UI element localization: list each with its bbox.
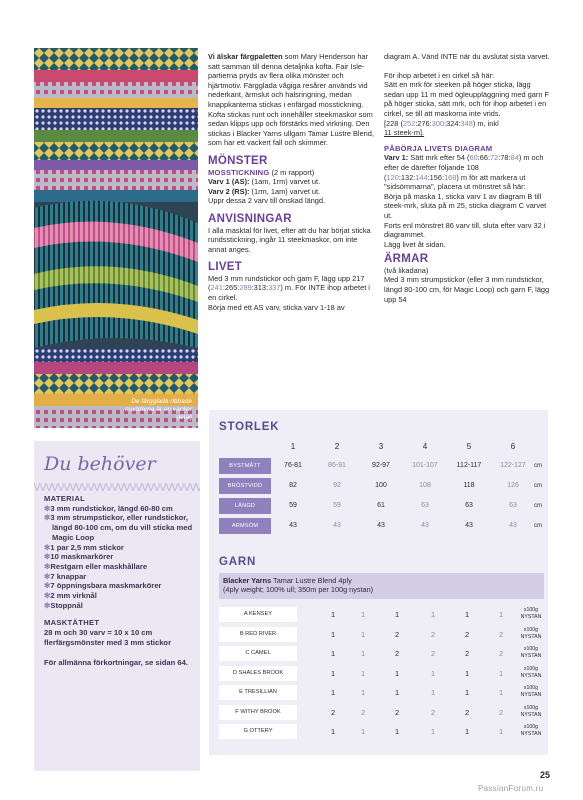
bullet-icon: ✻: [44, 600, 51, 610]
diagram-a-text: diagram A. Vänd INTE när du avslutat sista varvet.: [384, 52, 550, 61]
livet-line2: ) m. För INTE ihop arbetet i en cirkel.: [208, 283, 370, 303]
yarn-quantity: 2: [498, 707, 504, 717]
yarn-quantity: 1: [330, 649, 336, 658]
material-item-text: 1 par 2,5 mm stickor: [50, 542, 124, 552]
yarn-quantity: 2: [360, 707, 366, 717]
yarn-quantity: 2: [394, 649, 400, 658]
knit-stitch: [124, 483, 130, 491]
size-value: 63: [465, 502, 473, 509]
yarn-quantity: 2: [394, 629, 400, 639]
yarn-unit-weight: x100g: [523, 685, 539, 691]
photo-caption: De färgglada ribbade muddarna är en vacker detalj: [125, 398, 192, 421]
material-item: [44, 581, 194, 591]
size-value: 43: [509, 522, 517, 529]
size-table-row: [219, 478, 544, 494]
marker-s1: :66:: [477, 153, 491, 163]
stitch-count-n1: 252: [402, 118, 416, 128]
yarn-unit-weight: x100g: [523, 704, 539, 711]
marker-n1: 60: [469, 153, 478, 163]
material-item: [44, 601, 194, 611]
fair-isle-sweater-image: [34, 48, 198, 428]
intro-text: som Mary Henderson har satt samman till denna detaljrika kofta. Fair Isle-partierna pryds av flera olika mönster och hjärtmotiv. Färgglada vågiga resårer används vid nederkant, ärmslut och halsringning, medan knappkanterna stickas i enfärgad mosstickning. Kofta stickas runt och innehåller steekmaskor som sedan klipps upp och förstärks med virkning. Den stickas i Blacker Yarns ullgarn Tamar Lustre Blend, som har ett vackert fall och skimmer.: [208, 52, 374, 148]
size-value: 43: [333, 522, 341, 529]
yarn-quantity: 1: [464, 668, 470, 678]
yarn-quantity: 1: [498, 727, 504, 736]
knit-stitch: [130, 483, 136, 491]
yarn-unit: [511, 685, 551, 699]
yarn-product: Tamar Lustre Blend 4ply: [271, 576, 352, 585]
size-value: 100: [375, 482, 387, 489]
knit-stitch: [172, 483, 178, 491]
knit-stitch: [178, 483, 184, 491]
livet-sep2: :313:: [251, 283, 269, 293]
size-value: 59: [289, 502, 297, 509]
mosstickning-line: [208, 168, 376, 178]
yarn-quantity: 1: [394, 727, 400, 736]
yarn-brand: Blacker Yarns: [223, 576, 272, 585]
size-number: 2: [334, 442, 340, 451]
size-number: 5: [466, 442, 472, 451]
yarn-quantity: 2: [498, 629, 504, 639]
stitch-count-n2: 300: [431, 118, 445, 128]
yarn-quantity: 1: [330, 727, 336, 736]
yarn-unit-type: NYSTAN: [520, 731, 542, 737]
stitch-count-s1: :276:: [415, 118, 432, 128]
yarn-unit: [511, 666, 551, 680]
yarn-unit: [511, 705, 551, 719]
yarn-quantity: 2: [430, 707, 436, 717]
yarn-unit-weight: x100g: [523, 626, 539, 633]
size-value: 108: [419, 482, 431, 489]
size-number: 1: [290, 442, 296, 451]
size-value: 101-107: [412, 462, 438, 469]
size-yarn-tables: [209, 410, 548, 755]
panel-title: Du behöver: [44, 453, 156, 475]
size-value: 76-81: [284, 462, 302, 469]
size-value: 43: [377, 522, 385, 529]
bullet-icon: ✻: [44, 552, 51, 562]
varv2-line: [208, 187, 376, 197]
size-number: 4: [422, 442, 428, 451]
material-heading: MATERIAL: [44, 494, 86, 503]
yarn-unit: [511, 724, 551, 738]
marker-n5: 144: [415, 172, 428, 182]
yarn-quantity: 1: [360, 727, 366, 736]
knit-stitch: [64, 483, 70, 491]
knitwear-photo: [34, 48, 198, 428]
varv1-label-2: Varv 1:: [384, 153, 409, 163]
yarn-quantity: 2: [330, 707, 336, 717]
size-value: 43: [421, 522, 429, 529]
yarn-table-row: [219, 723, 544, 740]
yarn-quantity: 1: [330, 668, 336, 678]
materials-body: [44, 492, 194, 667]
yarn-quantity: 1: [430, 610, 436, 619]
livet-line1: Med 3 mm rundstickor och garn F, lägg upp 217 (: [208, 273, 365, 293]
storlek-heading: STORLEK: [219, 421, 280, 433]
size-value: 92: [333, 482, 341, 489]
size-value: 43: [289, 522, 297, 529]
varv1-text: (1am, 1rm) varvet ut.: [249, 177, 321, 187]
marker-n2: 72: [490, 153, 499, 163]
knit-stitch: [118, 483, 124, 491]
yarn-unit-type: NYSTAN: [520, 692, 542, 698]
knit-stitch: [166, 483, 172, 491]
garn-heading: GARN: [219, 556, 257, 568]
yarn-table-row: [219, 645, 544, 662]
varv1-label: Varv 1 (AS):: [208, 177, 250, 187]
anvisningar-heading: ANVISNINGAR: [208, 212, 292, 225]
size-value: 86-91: [328, 462, 346, 469]
yarn-unit-type: NYSTAN: [520, 711, 542, 718]
size-unit: cm: [534, 503, 542, 509]
yarn-table-row: [219, 606, 544, 623]
marker-s4: :156:: [427, 172, 445, 182]
yarn-quantity: 2: [498, 649, 504, 658]
yarn-quantity: 1: [360, 629, 366, 639]
yarn-quantity: 2: [430, 649, 436, 658]
material-item-text: Restgarn eller maskhållare: [50, 561, 148, 571]
yarn-quantity: 1: [360, 610, 366, 619]
yarn-quantity: 2: [464, 629, 470, 639]
yarn-unit-type: NYSTAN: [520, 633, 542, 640]
material-item: [44, 572, 194, 582]
marker-c: ) m för att markera ut "sidsömmarna", placera ut mönstret så här:: [384, 172, 526, 192]
material-item-text: 7 knappar: [50, 571, 87, 581]
knit-stitch: [136, 483, 142, 491]
yarn-quantity: 1: [464, 727, 470, 736]
material-item: [44, 504, 194, 514]
varv2-label: Varv 2 (RS):: [208, 186, 250, 196]
yarn-unit: [511, 646, 551, 660]
article-column-2: [384, 52, 552, 304]
armar-heading: ÄRMAR: [384, 253, 429, 266]
size-number: 3: [378, 442, 384, 451]
knit-stitch: [106, 483, 112, 491]
yarn-quantity: 2: [464, 707, 470, 717]
yarn-unit: [511, 607, 551, 621]
yarn-quantity: 1: [360, 649, 366, 658]
yarn-color-label: F WITHY BROOK: [219, 705, 297, 720]
size-value: 112-117: [456, 462, 482, 469]
gauge-text: 28 m och 30 varv = 10 x 10 cm flerfärgsmönster med 3 mm stickor: [44, 628, 172, 647]
livet-line3: Börja med ett AS varv, sticka varv 1-18 av: [208, 302, 345, 312]
bullet-icon: ✻: [44, 513, 51, 523]
yarn-quantity: 1: [330, 688, 336, 697]
intro-lead: Vi älskar färgpaletten: [208, 52, 283, 61]
marker-b: ) m och efter de därefter följande 108 (: [384, 153, 544, 182]
yarn-quantity: 1: [498, 610, 504, 619]
yarn-quantity: 1: [394, 610, 400, 619]
bullet-icon: ✻: [44, 581, 51, 591]
size-value: 82: [289, 482, 297, 489]
knit-stitch: [154, 483, 160, 491]
material-item-text: Stoppnål: [50, 600, 83, 610]
size-value: 118: [463, 482, 475, 489]
knit-stitch: [184, 483, 190, 491]
livet-sep1: :265:: [222, 283, 240, 293]
yarn-unit-weight: x100g: [523, 724, 539, 730]
stitch-count-open: [228 (: [384, 118, 403, 128]
armar-sub: (två likadana): [384, 265, 429, 275]
stitch-count-n3: 348: [460, 118, 473, 128]
bullet-icon: ✻: [44, 542, 51, 552]
knit-stitch: [58, 483, 64, 491]
livet-heading: LIVET: [208, 261, 243, 274]
materials-panel: [34, 441, 200, 771]
marker-s2: :78:: [498, 153, 511, 163]
material-item: [44, 513, 194, 542]
size-value: 59: [333, 502, 341, 509]
knit-stitch: [76, 483, 82, 491]
yarn-unit-weight: x100g: [523, 665, 539, 672]
yarn-unit-weight: x100g: [523, 607, 539, 613]
marker-s3: :132:: [398, 172, 416, 182]
size-value: 63: [509, 502, 517, 509]
material-item-text: 3 mm strumpstickor, eller rundstickor, längd 80-100 cm, om du vill sticka med Magic Loop: [50, 513, 193, 542]
join-circle-intro: För ihop arbetet i en cirkel så här:: [384, 70, 495, 80]
armar-text: Med 3 mm strumpstickor (eller 3 mm rundstickor, längd 80-100 cm, för Magic Loop) och garn F, lägg upp 54: [384, 275, 550, 304]
size-value: 43: [465, 522, 473, 529]
material-list: [44, 504, 194, 611]
page-number: 25: [540, 770, 551, 780]
stitch-count-s2: :324:: [444, 118, 461, 128]
livet-num3: 337: [268, 283, 281, 293]
yarn-quantity: 2: [464, 649, 470, 658]
join-circle-text: [384, 71, 552, 138]
size-value: 126: [507, 482, 519, 489]
yarn-unit-type: NYSTAN: [520, 614, 542, 620]
marker-n6: 168: [444, 172, 457, 182]
material-item-text: 3 mm rundstickor, längd 60-80 cm: [50, 503, 173, 513]
steek-count: 11 steek-m].: [384, 128, 425, 138]
yarn-quantity: 1: [498, 668, 504, 678]
yarn-color-label: B RED RIVER: [219, 627, 297, 642]
size-value: 92-97: [372, 462, 390, 469]
bullet-icon: ✻: [44, 561, 51, 571]
knit-stitch: [142, 483, 148, 491]
bullet-icon: ✻: [44, 591, 51, 601]
knit-stitch-border: [34, 483, 200, 491]
livet-num2: 289: [239, 283, 252, 293]
size-number-row: [219, 440, 544, 454]
yarn-quantity: 1: [430, 727, 436, 736]
marker-n4: 120: [386, 172, 399, 182]
varv1-line: [208, 177, 376, 187]
yarn-unit-type: NYSTAN: [520, 653, 542, 659]
yarn-quantity: 1: [464, 688, 470, 697]
start-diagram-heading: PÅBÖRJA LIVETS DIAGRAM: [384, 143, 493, 153]
yarn-quantity: 1: [330, 610, 336, 619]
size-row-label: BYSTMÅTT: [219, 458, 271, 474]
size-table-row: [219, 498, 544, 514]
knit-stitch: [88, 483, 94, 491]
size-unit: cm: [534, 463, 542, 469]
yarn-quantity: 1: [430, 688, 436, 697]
stitch-count: [384, 119, 552, 129]
material-item-text: 7 öppningsbara maskmarkörer: [50, 581, 162, 591]
material-item: [44, 552, 194, 562]
yarn-color-label: G OTTERY: [219, 724, 297, 739]
yarn-quantity: 1: [464, 610, 470, 619]
size-value: 122-127: [500, 462, 526, 469]
knit-stitch: [190, 483, 196, 491]
knit-stitch: [40, 483, 46, 491]
yarn-quantity: 1: [394, 668, 400, 678]
varv2-text: (1rm, 1am) varvet ut.: [249, 186, 321, 196]
knit-stitch: [112, 483, 118, 491]
size-row-label: LÄNGD: [219, 498, 271, 514]
mosstickning-repeat: (2 m rapport): [269, 167, 315, 177]
size-row-label: ARMSÖM: [219, 518, 271, 534]
size-value: 63: [421, 502, 429, 509]
yarn-color-label: C CAMEL: [219, 646, 297, 661]
stitch-count-end: ) m, inkl: [472, 118, 499, 128]
knit-stitch: [82, 483, 88, 491]
yarn-quantity: 1: [498, 688, 504, 697]
yarn-quantity: 1: [430, 668, 436, 678]
yarn-quantity: 1: [360, 668, 366, 678]
material-item: [44, 591, 194, 601]
yarn-quantity: 1: [360, 688, 366, 697]
gauge-heading: MASKTÄTHET: [44, 618, 100, 628]
yarn-spec: (4ply weight; 100% ull; 350m per 100g nystan): [223, 585, 374, 594]
anvisningar-text: I alla masktal för livet, efter att du har börjat sticka rundsstickning, ingår 11 steekmaskor, om inte annat anges.: [208, 225, 371, 254]
size-table-row: [219, 518, 544, 534]
size-number: 6: [510, 442, 516, 451]
livet-num1: 241: [210, 283, 223, 293]
yarn-unit: [511, 627, 551, 641]
continue-text: Forts enl mönstret 86 varv till, sluta efter varv 32 i diagrammet.: [384, 220, 546, 240]
set-aside-text: Lägg livet åt sidan.: [384, 239, 446, 249]
yarn-table-row: [219, 684, 544, 701]
size-value: 61: [377, 502, 385, 509]
monster-heading: MÖNSTER: [208, 154, 268, 167]
knit-stitch: [34, 483, 40, 491]
yarn-header: [219, 573, 544, 599]
knit-stitch: [70, 483, 76, 491]
bullet-icon: ✻: [44, 571, 51, 581]
yarn-color-label: E TRESILLIAN: [219, 685, 297, 700]
knit-stitch: [160, 483, 166, 491]
knit-stitch: [46, 483, 52, 491]
diagram-b-c-text: Börja på maska 1, sticka varv 1 av diagram B till steek-mrk, sluta på m 25, sticka diagram C varvet ut.: [384, 191, 547, 220]
article-column-1: [208, 52, 376, 312]
join-circle-steps: Sätt en mrk för steeken på höger sticka, lägg sedan upp 11 m med ögleuppläggning med garn F på höger sticka, sätt mrk, och för ihop arbetet i en cirkel, se till att maskorna inte vrids.: [384, 80, 550, 118]
yarn-quantity: 1: [394, 688, 400, 697]
yarn-quantity: 2: [394, 707, 400, 717]
yarn-color-label: D SHALES BROOK: [219, 666, 297, 681]
size-table-row: [219, 458, 544, 474]
knit-stitch: [148, 483, 154, 491]
size-unit: cm: [534, 523, 542, 529]
yarn-quantity: 2: [430, 629, 436, 639]
material-item-text: 10 maskmarkörer: [50, 552, 114, 562]
knit-stitch: [196, 483, 200, 491]
yarn-table-row: [219, 704, 544, 721]
material-item: [44, 562, 194, 572]
knit-stitch: [94, 483, 100, 491]
yarn-color-label: A KENSEY: [219, 607, 297, 622]
repeat-text: Uppr dessa 2 varv till önskad längd.: [208, 196, 326, 206]
knit-stitch: [100, 483, 106, 491]
size-row-label: BRÖSTVIDD: [219, 478, 271, 494]
livet-text: [208, 274, 376, 312]
start-diagram-text: [384, 153, 552, 249]
abbreviations-note: För allmänna förkortningar, se sidan 64.: [44, 657, 188, 667]
material-item-text: 2 mm virknål: [50, 591, 97, 601]
size-unit: cm: [534, 483, 542, 489]
yarn-quantity: 1: [330, 629, 336, 639]
yarn-table-row: [219, 665, 544, 682]
watermark: PassionForum.ru: [478, 784, 544, 793]
mosstickning-heading: MOSSTICKNING: [208, 167, 270, 177]
intro-paragraph: [208, 52, 376, 148]
bullet-icon: ✻: [44, 503, 51, 513]
knit-stitch: [52, 483, 58, 491]
marker-n3: 84: [510, 153, 519, 163]
marker-a: Sätt mrk efter 54 (: [408, 153, 470, 163]
yarn-unit-type: NYSTAN: [520, 672, 542, 679]
yarn-table-row: [219, 626, 544, 643]
material-item: [44, 543, 194, 553]
yarn-unit-weight: x100g: [523, 646, 539, 652]
